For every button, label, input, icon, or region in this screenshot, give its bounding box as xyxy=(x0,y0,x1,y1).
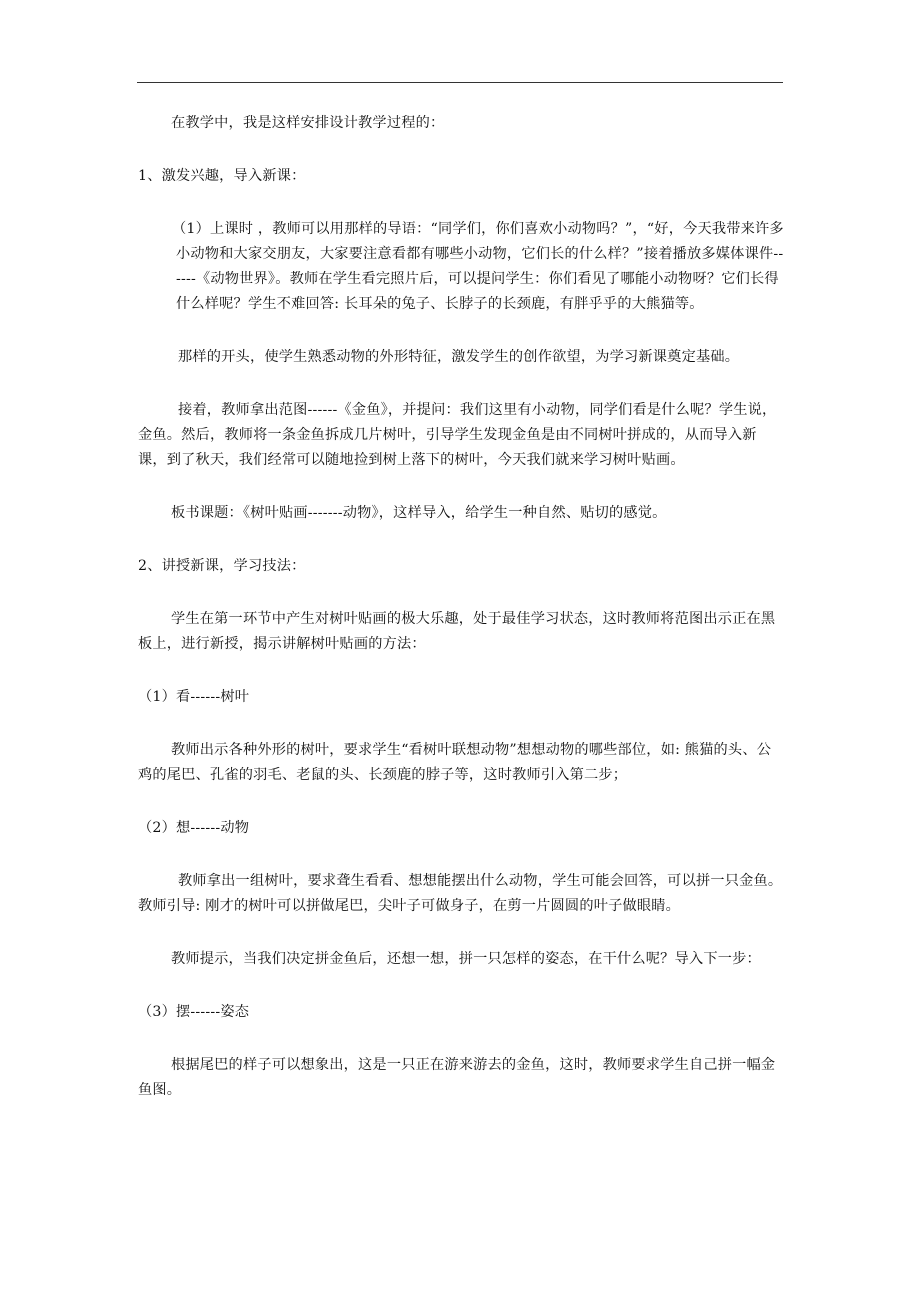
step-heading-think: （2）想------动物 xyxy=(138,820,250,836)
document-body xyxy=(138,111,784,1131)
paragraph-new-lesson: 学生在第一环节中产生对树叶贴画的极大乐趣，处于最佳学习状态，这时教师将范图出示正在黑板上，进行新授，揭示讲解树叶贴画的方法： xyxy=(138,611,776,652)
paragraph-pose: 根据尾巴的样子可以想象出，这是一只正在游来游去的金鱼，这时，教师要求学生自己拼一幅金鱼图。 xyxy=(138,1057,776,1098)
section-heading-1: 1、激发兴趣，导入新课： xyxy=(138,168,306,184)
paragraph-think-animals: 教师拿出一组树叶，要求聋生看看、想想能摆出什么动物，学生可能会回答，可以拼一只金鱼。教师引导: 刚才的树叶可以拼做尾巴，尖叶子可做身子，在剪一片圆圆的叶子做眼睛。 xyxy=(138,873,783,914)
step-heading-pose: （3）摆------姿态 xyxy=(138,1004,250,1020)
paragraph-opening-effect: 那样的开头，使学生熟悉动物的外形特征，激发学生的创作欲望，为学习新课奠定基础。 xyxy=(178,349,740,365)
paragraph-1-1: （1）上课时 ，教师可以用那样的导语：“同学们，你们喜欢小动物吗？”，“好，今天我带来许多小动物和大家交朋友，大家要注意看都有哪些小动物，它们长的什么样？”接着播放多媒体课件------《动物世界》。教师在学生看完照片后，可以提问学生：你们看见了哪能小动物呀？它们长得什么样呢？学生不难回答: 长耳朵的兔子、长脖子的长颈鹿，有胖乎乎的大熊猫等。 xyxy=(172,221,784,312)
paragraph-goldfish-demo: 接着，教师拿出范图------《金鱼》，并提问：我们这里有小动物，同学们看是什么呢？学生说，金鱼。然后，教师将一条金鱼拆成几片树叶，引导学生发现金鱼是由不同树叶拼成的，从而导入新课，到了秋天，我们经常可以随地捡到树上落下的树叶，今天我们就来学习树叶贴画。 xyxy=(138,402,777,468)
intro-paragraph: 在教学中，我是这样安排设计教学过程的： xyxy=(171,115,445,131)
paragraph-teacher-hint: 教师提示，当我们决定拼金鱼后，还想一想，拼一只怎样的姿态，在干什么呢？导入下一步： xyxy=(171,951,761,967)
paragraph-board-title: 板书课题：《树叶贴画-------动物》，这样导入，给学生一种自然、贴切的感觉。 xyxy=(171,505,667,521)
step-heading-look: （1）看------树叶 xyxy=(138,689,250,705)
section-heading-2: 2、讲授新课，学习技法： xyxy=(138,558,306,574)
header-rule xyxy=(137,82,783,83)
paragraph-look-leaves: 教师出示各种外形的树叶，要求学生“看树叶联想动物”想想动物的哪些部位，如: 熊猫的头、公鸡的尾巴、孔雀的羽毛、老鼠的头、长颈鹿的脖子等，这时教师引入第二步； xyxy=(138,742,772,783)
